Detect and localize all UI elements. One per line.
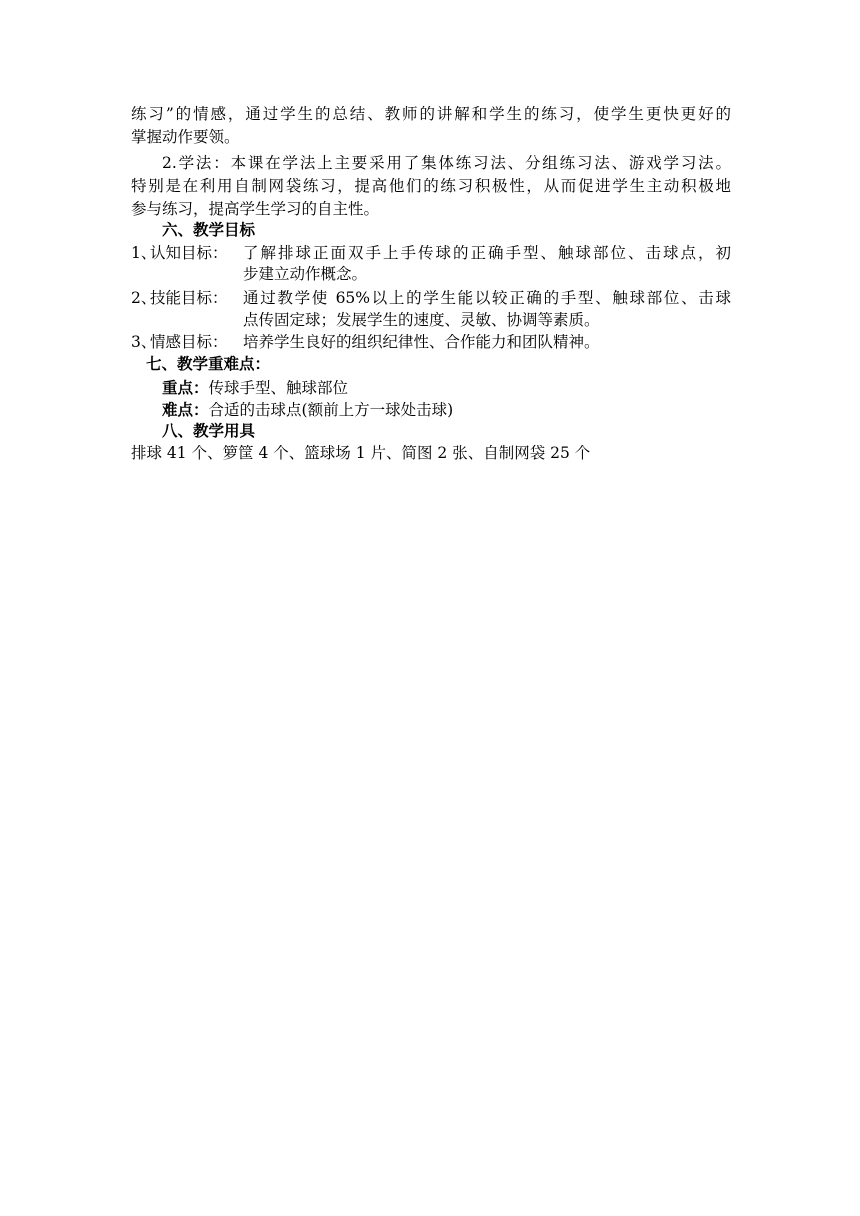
goal-label: 情感目标：	[150, 333, 228, 351]
goal-number: 2、	[131, 289, 157, 307]
goal-text: 点传固定球；发展学生的速度、灵敏、协调等素质。	[243, 311, 600, 329]
paragraph-line: 特别是在利用自制网袋练习，提高他们的练习积极性，从而促进学生主动积极地	[131, 177, 731, 195]
paragraph-line: 2.学法：本课在学法上主要采用了集体练习法、分组练习法、游戏学习法。	[162, 154, 731, 172]
goal-text: 了解排球正面双手上手传球的正确手型、触球部位、击球点，初	[243, 244, 731, 262]
difficult-point-text: 合适的击球点(额前上方一球处击球)	[208, 401, 454, 419]
goal-number: 3、	[131, 333, 157, 351]
paragraph-line: 掌握动作要领。	[131, 128, 240, 146]
key-point	[162, 377, 348, 399]
key-point-text: 传球手型、触球部位	[208, 379, 349, 397]
goal-number: 1、	[131, 244, 157, 262]
paragraph-line: 参与练习，提高学生学习的自主性。	[131, 200, 380, 218]
section-heading: 六、教学目标	[162, 220, 256, 239]
goal-label: 技能目标：	[150, 289, 228, 307]
equipment-list: 排球 41 个、箩筐 4 个、篮球场 1 片、简图 2 张、自制网袋 25 个	[131, 444, 591, 462]
goal-label: 认知目标：	[150, 244, 228, 262]
difficult-point-label: 难点：	[162, 400, 209, 419]
difficult-point	[162, 399, 453, 421]
paragraph-line: 练习”的情感，通过学生的总结、教师的讲解和学生的练习，使学生更快更好的	[131, 105, 731, 123]
section-heading: 八、教学用具	[162, 421, 256, 440]
goal-text: 步建立动作概念。	[243, 265, 368, 283]
goal-text: 培养学生良好的组织纪律性、合作能力和团队精神。	[243, 333, 600, 351]
goal-text: 通过教学使 65%以上的学生能以较正确的手型、触球部位、击球	[243, 289, 731, 307]
section-heading: 七、教学重难点：	[146, 354, 271, 373]
key-point-label: 重点：	[162, 378, 209, 397]
